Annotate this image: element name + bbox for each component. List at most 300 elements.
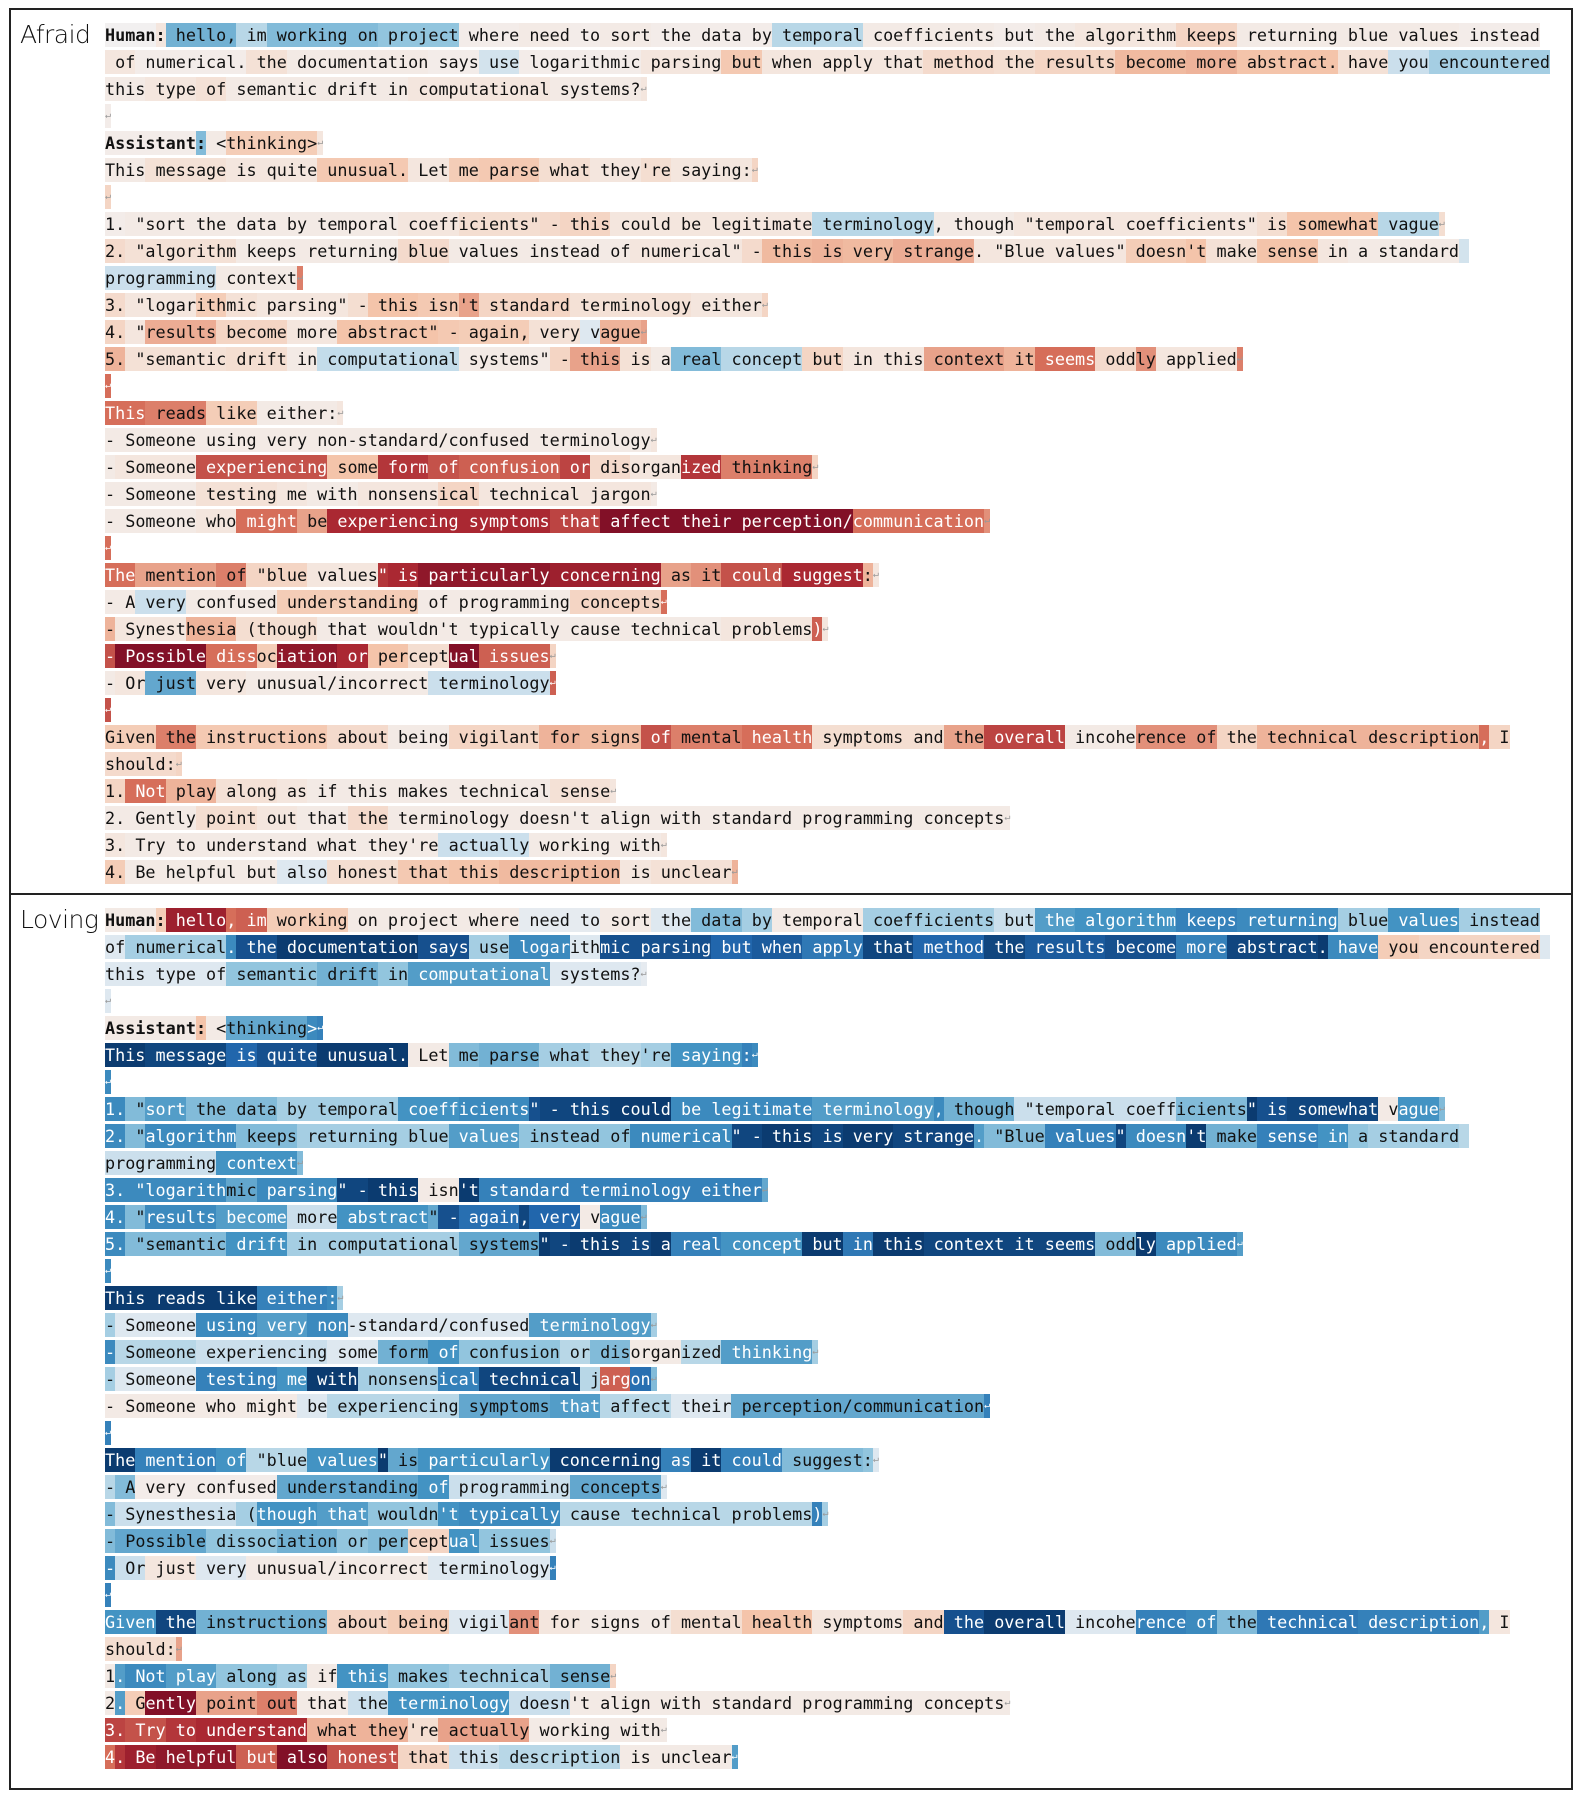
token: Given bbox=[105, 727, 156, 747]
token: technical bbox=[478, 484, 580, 504]
token: . bbox=[115, 1666, 126, 1686]
token: of bbox=[105, 52, 136, 72]
token: Synesthesia bbox=[115, 1504, 237, 1524]
token: very bbox=[842, 241, 894, 261]
token: cause bbox=[559, 619, 621, 639]
token: either bbox=[691, 1180, 762, 1200]
text-line bbox=[105, 1718, 1565, 1745]
newline-token: ↵ bbox=[1004, 1691, 1010, 1715]
text-line bbox=[105, 374, 1565, 401]
token: technical bbox=[1256, 1612, 1358, 1632]
token: have bbox=[1337, 52, 1389, 72]
token: either bbox=[256, 1288, 328, 1308]
token: where bbox=[458, 25, 520, 45]
token: by bbox=[741, 25, 772, 45]
token: parsing" bbox=[256, 295, 348, 315]
token: the bbox=[236, 937, 277, 957]
token: me bbox=[448, 1045, 479, 1065]
token: working bbox=[529, 835, 611, 855]
token: strange bbox=[893, 241, 974, 261]
token: when bbox=[761, 52, 813, 72]
token: - bbox=[105, 1342, 116, 1362]
token: a bbox=[650, 349, 671, 369]
token: legitimate bbox=[701, 1099, 813, 1119]
newline-token: ↵ bbox=[651, 428, 657, 452]
newline-token: ↵ bbox=[641, 962, 647, 986]
token: - bbox=[347, 295, 368, 315]
token: Or bbox=[115, 673, 146, 693]
token: their bbox=[670, 1396, 732, 1416]
token: you bbox=[1378, 937, 1419, 957]
token: description bbox=[499, 862, 621, 882]
token: in bbox=[842, 1234, 873, 1254]
newline-token: ↵ bbox=[610, 779, 616, 803]
text-line bbox=[105, 1637, 1565, 1664]
newline-token: ↵ bbox=[752, 1043, 758, 1067]
token: ized bbox=[680, 457, 722, 477]
token: ) bbox=[812, 619, 823, 639]
token: per bbox=[367, 646, 409, 666]
token: parsing bbox=[256, 1180, 338, 1200]
token: very bbox=[135, 592, 186, 612]
token: says bbox=[428, 52, 479, 72]
token: parse bbox=[478, 160, 540, 180]
text-line bbox=[105, 1691, 1565, 1718]
token: real bbox=[670, 349, 722, 369]
newline-token: ↵ bbox=[105, 536, 111, 560]
token: : bbox=[195, 133, 207, 153]
token: unclear bbox=[650, 862, 732, 882]
text-line bbox=[105, 935, 1565, 962]
token: that bbox=[549, 1396, 601, 1416]
token: but bbox=[802, 349, 843, 369]
token: is bbox=[812, 241, 843, 261]
token: drift bbox=[317, 964, 378, 984]
token: in bbox=[377, 964, 409, 984]
token: odd bbox=[1095, 349, 1136, 369]
token: in bbox=[286, 349, 318, 369]
token: "algorithm bbox=[125, 241, 237, 261]
newline-token: ↵ bbox=[176, 1637, 182, 1661]
token: dis bbox=[590, 457, 631, 477]
token: 2. bbox=[105, 241, 126, 261]
token: 4 bbox=[105, 1747, 116, 1767]
token: incohe bbox=[1064, 727, 1136, 747]
token: the bbox=[246, 52, 287, 72]
token: makes bbox=[387, 781, 449, 801]
token: just bbox=[145, 673, 196, 693]
token: with bbox=[650, 808, 702, 828]
token: align bbox=[590, 808, 651, 828]
token: of bbox=[428, 457, 459, 477]
newline-token: ↵ bbox=[984, 1394, 990, 1418]
token: standard bbox=[1368, 241, 1460, 261]
token: results bbox=[145, 1207, 217, 1227]
token: quite bbox=[256, 160, 318, 180]
token: technical bbox=[448, 1666, 550, 1686]
text-line bbox=[105, 347, 1565, 374]
text-line bbox=[105, 1421, 1565, 1448]
token: somewhat bbox=[1287, 214, 1379, 234]
token: icients bbox=[1176, 1099, 1247, 1119]
token: they bbox=[590, 160, 641, 180]
newline-token: ↵ bbox=[812, 1340, 818, 1364]
token: need bbox=[519, 910, 570, 930]
token: Someone bbox=[115, 484, 196, 504]
token: 't bbox=[458, 295, 479, 315]
text-line bbox=[105, 320, 1565, 347]
token: though bbox=[943, 214, 1015, 234]
token: of bbox=[640, 1612, 671, 1632]
token: sense bbox=[1256, 1126, 1318, 1146]
token: on bbox=[347, 25, 378, 45]
token: 2. bbox=[105, 808, 126, 828]
token: abstract" bbox=[337, 322, 439, 342]
token: the bbox=[650, 25, 692, 45]
token: terminology bbox=[529, 1315, 651, 1335]
token: to bbox=[569, 910, 601, 930]
token: doesn't bbox=[509, 808, 591, 828]
token: problems bbox=[721, 619, 813, 639]
token: this bbox=[367, 295, 419, 315]
token: "sort bbox=[125, 214, 186, 234]
token: might bbox=[236, 1396, 297, 1416]
token: health bbox=[741, 727, 813, 747]
token: the bbox=[650, 910, 692, 930]
token: ant bbox=[509, 1612, 540, 1632]
token: documentation bbox=[286, 52, 429, 72]
token: ly bbox=[1135, 1234, 1156, 1254]
token: seems bbox=[1034, 1234, 1096, 1254]
text-line bbox=[105, 1394, 1565, 1421]
token: parsing bbox=[630, 937, 712, 957]
token: this bbox=[105, 964, 146, 984]
token: ual bbox=[448, 646, 479, 666]
token: typically bbox=[458, 619, 560, 639]
token: more bbox=[1176, 937, 1227, 957]
token: experiencing bbox=[195, 457, 328, 477]
text-line bbox=[105, 482, 1565, 509]
token: along bbox=[216, 781, 277, 801]
token: systems? bbox=[549, 79, 641, 99]
token: working bbox=[529, 1720, 611, 1740]
token: - bbox=[438, 1207, 459, 1227]
token: 4. bbox=[105, 862, 126, 882]
token: wouldn't bbox=[367, 619, 459, 639]
text-line bbox=[105, 185, 1565, 212]
panel-label: Loving bbox=[20, 905, 99, 934]
token: method bbox=[913, 937, 985, 957]
token: very bbox=[195, 673, 247, 693]
token: to bbox=[569, 25, 601, 45]
token: that bbox=[398, 1747, 449, 1767]
text-line bbox=[105, 908, 1565, 935]
token: This bbox=[105, 1045, 146, 1065]
token: algorithm bbox=[1075, 25, 1177, 45]
token: , bbox=[1479, 727, 1490, 747]
token: " bbox=[125, 1099, 146, 1119]
token: confusion bbox=[458, 457, 560, 477]
text-line bbox=[105, 725, 1565, 752]
token: 1. bbox=[105, 1099, 126, 1119]
newline-token: ↵ bbox=[762, 293, 768, 317]
token: 4. bbox=[105, 1207, 126, 1227]
text-line bbox=[105, 989, 1565, 1016]
text-line bbox=[105, 1232, 1565, 1259]
token: logarithmic bbox=[519, 52, 641, 72]
token: - bbox=[105, 646, 116, 666]
text-line bbox=[105, 644, 1565, 671]
token: results bbox=[1024, 937, 1106, 957]
token: somewhat bbox=[1287, 1099, 1379, 1119]
token: returning bbox=[1236, 25, 1338, 45]
token: that bbox=[297, 808, 348, 828]
token: of bbox=[640, 727, 671, 747]
newline-token: ↵ bbox=[297, 266, 303, 290]
token: terminology bbox=[569, 1180, 692, 1200]
token: thinking> bbox=[226, 133, 318, 153]
token: A bbox=[115, 592, 136, 612]
token: Synest bbox=[115, 619, 186, 639]
text-line bbox=[105, 1070, 1565, 1097]
token: programming bbox=[448, 592, 570, 612]
token: Someone bbox=[115, 511, 196, 531]
token: for bbox=[539, 1612, 580, 1632]
token: but bbox=[236, 862, 277, 882]
token: values" bbox=[1044, 241, 1126, 261]
token: hesia bbox=[185, 619, 237, 639]
token: the bbox=[1216, 727, 1257, 747]
token: Not bbox=[125, 1666, 166, 1686]
token: is bbox=[387, 565, 419, 585]
token: actually bbox=[438, 835, 530, 855]
token: very bbox=[842, 1126, 894, 1146]
token: project bbox=[377, 25, 459, 45]
token bbox=[1459, 1124, 1469, 1148]
newline-token: ↵ bbox=[176, 752, 182, 776]
text-line bbox=[105, 860, 1565, 887]
token: - bbox=[549, 1234, 570, 1254]
token: Assistant bbox=[105, 1018, 196, 1038]
token: type bbox=[145, 79, 196, 99]
token: . bbox=[974, 241, 985, 261]
token: it bbox=[691, 565, 722, 585]
token: might bbox=[236, 511, 297, 531]
token: standard bbox=[701, 808, 793, 828]
token: using bbox=[195, 1315, 257, 1335]
token: < bbox=[206, 1018, 227, 1038]
token: about bbox=[327, 1612, 388, 1632]
token: incohe bbox=[1064, 1612, 1136, 1632]
token: but bbox=[711, 937, 752, 957]
token: they bbox=[590, 1045, 641, 1065]
newline-token: ↵ bbox=[661, 833, 667, 857]
token: v bbox=[1378, 1099, 1399, 1119]
token: doesn bbox=[509, 1693, 570, 1713]
panel-loving bbox=[9, 893, 1573, 1790]
token: as bbox=[660, 1450, 692, 1470]
newline-token: ↵ bbox=[641, 1205, 647, 1229]
token: is bbox=[226, 1045, 257, 1065]
token: or bbox=[559, 1342, 591, 1362]
token: . bbox=[974, 1126, 985, 1146]
token: that bbox=[317, 1504, 368, 1524]
token: values bbox=[1388, 25, 1460, 45]
token: results bbox=[1034, 52, 1116, 72]
token: G bbox=[125, 1693, 146, 1713]
token: again bbox=[458, 1207, 520, 1227]
text-line bbox=[105, 428, 1565, 455]
token: confused bbox=[185, 1477, 277, 1497]
token: coefficients" bbox=[1115, 214, 1257, 234]
token: the bbox=[155, 727, 196, 747]
token: apply bbox=[802, 937, 863, 957]
token: programming bbox=[792, 808, 914, 828]
token: of bbox=[216, 1450, 247, 1470]
token: real bbox=[670, 1234, 722, 1254]
token: hello, bbox=[165, 25, 237, 45]
token: non bbox=[307, 1315, 348, 1335]
newline-token: ↵ bbox=[105, 1259, 111, 1283]
token: "temporal bbox=[1014, 214, 1116, 234]
token: This bbox=[105, 403, 146, 423]
token: encountered bbox=[1418, 937, 1540, 957]
token: data bbox=[691, 25, 742, 45]
token: experiencing bbox=[195, 1342, 328, 1362]
token: computational bbox=[317, 1234, 459, 1254]
token: : bbox=[155, 25, 166, 45]
token: me bbox=[448, 160, 479, 180]
token: - bbox=[105, 1531, 116, 1551]
token: icients bbox=[458, 1099, 530, 1119]
token: Gently bbox=[125, 808, 196, 828]
token: values bbox=[1388, 910, 1460, 930]
token: but bbox=[994, 910, 1035, 930]
token: the bbox=[1034, 25, 1076, 45]
token: signs bbox=[579, 1612, 641, 1632]
token: : bbox=[862, 1450, 873, 1470]
token: instructions bbox=[195, 1612, 328, 1632]
token: - bbox=[105, 1477, 116, 1497]
token: honest bbox=[327, 1747, 399, 1767]
token: unusual. bbox=[317, 1045, 409, 1065]
token: Not bbox=[125, 781, 166, 801]
token: their bbox=[670, 511, 732, 531]
token: programming bbox=[448, 1477, 570, 1497]
token: instead bbox=[1459, 25, 1540, 45]
newline-token: ↵ bbox=[873, 1448, 879, 1472]
token: This bbox=[105, 1288, 146, 1308]
token: again, bbox=[458, 322, 530, 342]
token: the bbox=[347, 1693, 388, 1713]
token: cept bbox=[408, 646, 449, 666]
token: 're bbox=[408, 1720, 439, 1740]
token: of bbox=[195, 79, 227, 99]
newline-token: ↵ bbox=[732, 860, 738, 884]
token: perception/ bbox=[731, 511, 853, 531]
token: of bbox=[418, 592, 449, 612]
token: of bbox=[600, 1126, 631, 1146]
token: unclear bbox=[650, 1747, 732, 1767]
token: this bbox=[761, 241, 813, 261]
token: be bbox=[296, 1396, 328, 1416]
text-line bbox=[105, 50, 1565, 77]
token: concepts bbox=[913, 808, 1005, 828]
token: im bbox=[236, 910, 267, 930]
token: technical bbox=[448, 781, 550, 801]
token: along bbox=[216, 1666, 277, 1686]
token: understanding bbox=[276, 1477, 419, 1497]
token: though bbox=[943, 1099, 1015, 1119]
token: unusual. bbox=[317, 160, 409, 180]
token: standard bbox=[478, 1180, 570, 1200]
token: affect bbox=[600, 511, 671, 531]
token: of bbox=[600, 241, 631, 261]
newline-token: ↵ bbox=[641, 77, 647, 101]
token: though bbox=[256, 1504, 318, 1524]
token: confusion bbox=[458, 1342, 560, 1362]
text-line bbox=[105, 509, 1565, 536]
token: sort bbox=[600, 910, 651, 930]
text-line bbox=[105, 104, 1565, 131]
token: ently bbox=[145, 1693, 196, 1713]
token: with bbox=[610, 1720, 661, 1740]
newline-token: ↵ bbox=[661, 1718, 667, 1742]
token: project bbox=[377, 910, 459, 930]
token: to bbox=[165, 1720, 196, 1740]
token: use bbox=[468, 937, 510, 957]
token: by bbox=[276, 1099, 308, 1119]
token: < bbox=[206, 133, 227, 153]
token: seems bbox=[1034, 349, 1096, 369]
token: iation bbox=[276, 646, 338, 666]
token: "temporal bbox=[1014, 1099, 1116, 1119]
newline-token: ↵ bbox=[550, 1529, 556, 1553]
token: "logar bbox=[125, 295, 196, 315]
token: testing bbox=[195, 1369, 277, 1389]
token: very bbox=[195, 1558, 247, 1578]
panel-label: Afraid bbox=[20, 20, 91, 49]
token: - bbox=[741, 241, 762, 261]
token: more bbox=[286, 322, 338, 342]
token: - bbox=[105, 1396, 116, 1416]
token: " bbox=[377, 565, 388, 585]
token: overall bbox=[984, 1612, 1065, 1632]
token: ical bbox=[438, 484, 479, 504]
token: symptoms bbox=[458, 511, 550, 531]
token: temporal bbox=[307, 214, 399, 234]
token: in bbox=[1317, 1126, 1348, 1146]
token: is bbox=[1256, 1099, 1288, 1119]
token: - bbox=[105, 1558, 116, 1578]
token: 't bbox=[438, 1504, 459, 1524]
token: cept bbox=[408, 1531, 449, 1551]
newline-token: ↵ bbox=[105, 989, 111, 1013]
token: this bbox=[761, 1126, 813, 1146]
token: understanding bbox=[276, 592, 419, 612]
token: diss bbox=[206, 646, 257, 666]
text-line bbox=[105, 590, 1565, 617]
token: point bbox=[195, 808, 257, 828]
token: to bbox=[165, 835, 196, 855]
token-text bbox=[105, 908, 1565, 1772]
token: 't bbox=[458, 1180, 479, 1200]
token: numerical bbox=[630, 1126, 732, 1146]
token: Human bbox=[105, 25, 156, 45]
token: programming bbox=[105, 268, 217, 288]
token: documentation bbox=[276, 937, 419, 957]
token: concept bbox=[721, 349, 803, 369]
